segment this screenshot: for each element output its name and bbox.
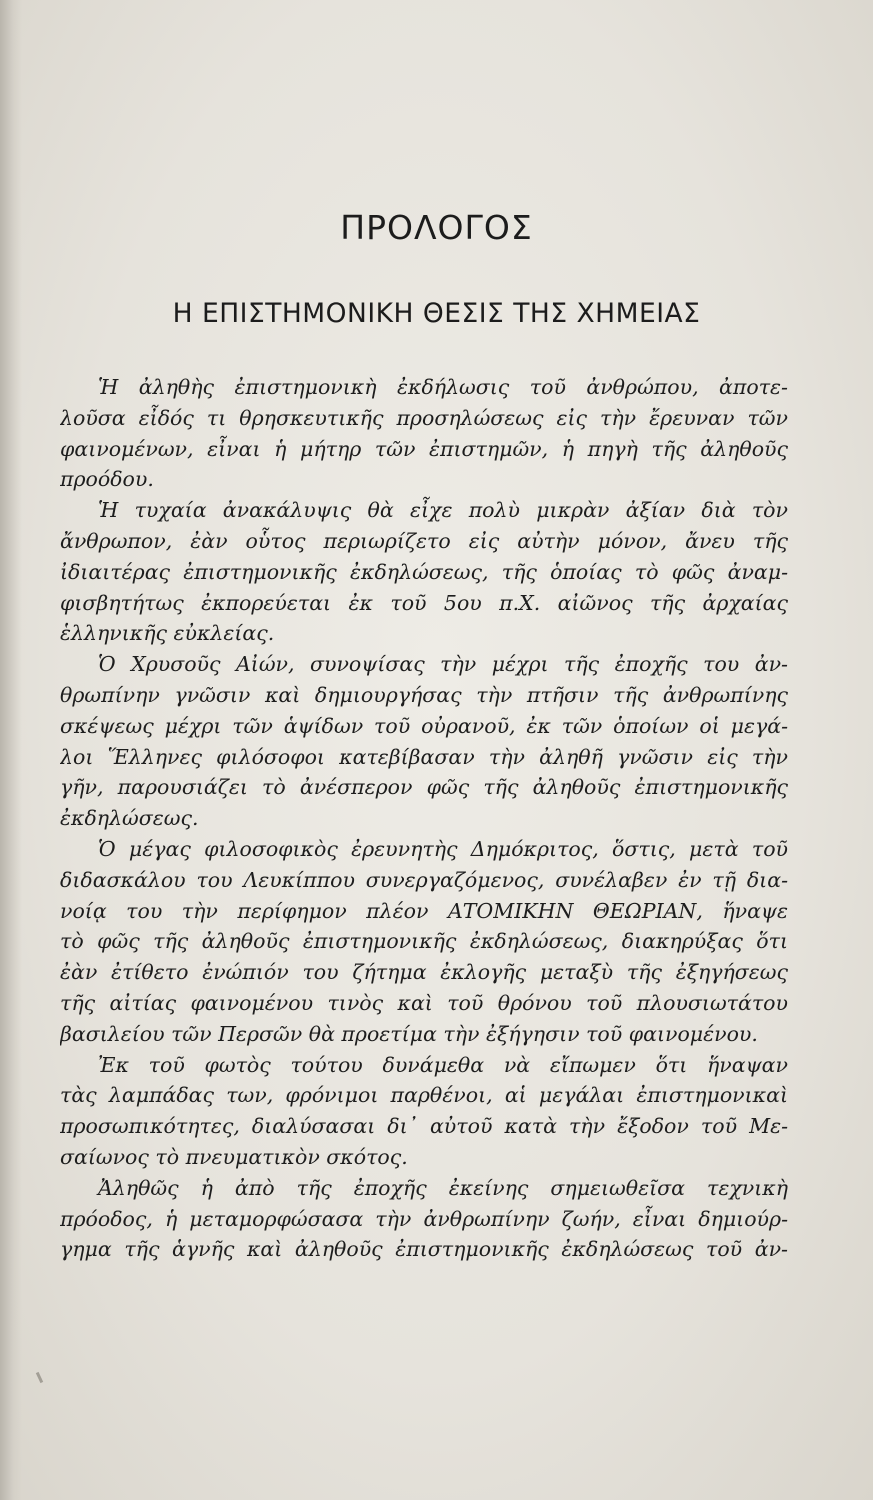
text-line: τὸ φῶς τῆς ἀληθοῦς ἐπιστημονικῆς ἐκδηλώσεως, διακηρύξας ὅτι: [60, 929, 788, 954]
text-line: Ὁ Χρυσοῦς Αἰών, συνοψίσας τὴν μέχρι τῆς ἐποχῆς του ἀν-: [98, 652, 788, 677]
text-line: σκέψεως μέχρι τῶν ἁψίδων τοῦ οὐρανοῦ, ἐκ τῶν ὁποίων οἱ μεγά-: [60, 713, 788, 738]
text-line: θρωπίνην γνῶσιν καὶ δημιουργήσας τὴν πτῆσιν τῆς ἀνθρωπίνης: [60, 682, 788, 707]
text-line: λοῦσα εἶδός τι θρησκευτικῆς προσηλώσεως εἰς τὴν ἔρευναν τῶν: [60, 405, 788, 430]
text-line: τὰς λαμπάδας των, φρόνιμοι παρθένοι, αἱ μεγάλαι ἐπιστημονικαὶ: [60, 1083, 788, 1108]
text-line: ἐκδηλώσεως.: [60, 806, 199, 831]
text-line: φαινομένων, εἶναι ἡ μήτηρ τῶν ἐπιστημῶν, ἡ πηγὴ τῆς ἀληθοῦς: [60, 436, 788, 461]
text-line: Ὁ μέγας φιλοσοφικὸς ἐρευνητὴς Δημόκριτος, ὅστις, μετὰ τοῦ: [98, 836, 788, 861]
text-line: φισβητήτως ἐκπορεύεται ἐκ τοῦ 5ου π.Χ. αἰῶνος τῆς ἀρχαίας: [60, 590, 788, 615]
paragraph-3: [60, 649, 788, 834]
text-line: γημα τῆς ἁγνῆς καὶ ἀληθοῦς ἐπιστημονικῆς ἐκδηλώσεως τοῦ ἀν-: [60, 1237, 788, 1262]
text-line: ἄνθρωπον, ἐὰν οὗτος περιωρίζετο εἰς αὐτὴν μόνον, ἄνευ τῆς: [60, 528, 788, 553]
paragraph-1: [60, 372, 788, 495]
text-line: ἰδιαιτέρας ἐπιστημονικῆς ἐκδηλώσεως, τῆς ὁποίας τὸ φῶς ἀναμ-: [60, 559, 788, 584]
text-line: Ἐκ τοῦ φωτὸς τούτου δυνάμεθα νὰ εἴπωμεν ὅτι ἥναψαν: [98, 1052, 788, 1077]
text-line: νοίᾳ του τὴν περίφημον πλέον ΑΤΟΜΙΚΗΝ ΘΕΩΡΙΑΝ, ἥναψε: [60, 898, 788, 923]
text-line: Ἡ τυχαία ἀνακάλυψις θὰ εἶχε πολὺ μικρὰν ἀξίαν διὰ τὸν: [98, 498, 788, 523]
paragraph-4: [60, 834, 788, 1050]
paragraph-2: [60, 495, 788, 649]
text-line: Ἡ ἀληθὴς ἐπιστημονικὴ ἐκδήλωσις τοῦ ἀνθρώπου, ἀποτε-: [98, 375, 788, 399]
text-line: διδασκάλου του Λευκίππου συνεργαζόμενος, συνέλαβεν ἐν τῇ δια-: [60, 867, 788, 892]
text-line: σαίωνος τὸ πνευματικὸν σκότος.: [60, 1144, 408, 1169]
section-title: Η ΕΠΙΣΤΗΜΟΝΙΚΗ ΘΕΣΙΣ ΤΗΣ ΧΗΜΕΙΑΣ: [172, 298, 701, 329]
text-line: τῆς αἰτίας φαινομένου τινὸς καὶ τοῦ θρόνου τοῦ πλουσιωτάτου: [60, 990, 788, 1015]
paragraph-6: [60, 1173, 788, 1265]
text-line: προόδου.: [60, 467, 154, 492]
paragraph-5: [60, 1050, 788, 1173]
text-line: προσωπικότητες, διαλύσασαι δι᾽ αὐτοῦ κατὰ τὴν ἔξοδον τοῦ Με-: [60, 1114, 788, 1139]
text-line: ἐὰν ἐτίθετο ἐνώπιόν του ζήτημα ἐκλογῆς μεταξὺ τῆς ἐξηγήσεως: [60, 960, 788, 985]
text-line: γῆν, παρουσιάζει τὸ ἀνέσπερον φῶς τῆς ἀληθοῦς ἐπιστημονικῆς: [60, 775, 788, 800]
text-line: Ἀληθῶς ἡ ἀπὸ τῆς ἐποχῆς ἐκείνης σημειωθεῖσα τεχνικὴ: [98, 1175, 788, 1200]
page-title: ΠΡΟΛΟΓΟΣ: [340, 208, 533, 247]
ink-speck: [36, 1372, 43, 1383]
text-line: βασιλείου τῶν Περσῶν θὰ προετίμα τὴν ἐξήγησιν τοῦ φαινομένου.: [60, 1021, 758, 1046]
text-line: πρόοδος, ἡ μεταμορφώσασα τὴν ἀνθρωπίνην ζωήν, εἶναι δημιούρ-: [60, 1206, 788, 1231]
body-text: [60, 372, 788, 1265]
text-line: λοι Ἕλληνες φιλόσοφοι κατεβίβασαν τὴν ἀληθῆ γνῶσιν εἰς τὴν: [60, 744, 788, 769]
text-line: ἑλληνικῆς εὐκλείας.: [60, 621, 275, 646]
